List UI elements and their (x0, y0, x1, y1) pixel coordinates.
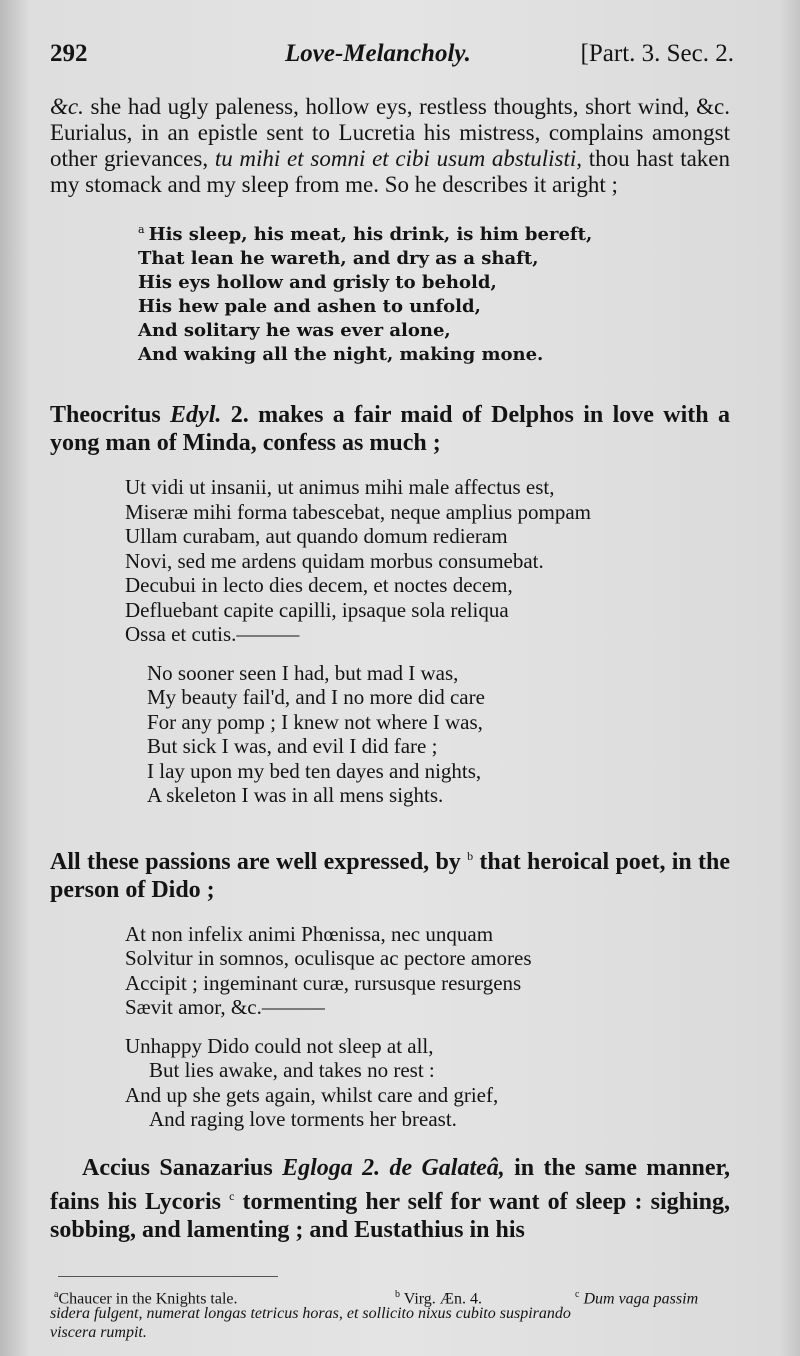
verse-line: At non infelix animi Phœnissa, nec unquam (125, 921, 494, 946)
running-header (50, 40, 734, 80)
verse-line: And raging love torments her breast. (149, 1107, 457, 1131)
latin-verse-virgil (125, 922, 730, 1020)
verse-line: For any pomp ; I knew not where I was, (147, 709, 483, 734)
verse-line: I lay upon my bed ten dayes and nights, (147, 758, 482, 783)
verse-line: Ut vidi ut insanii, ut animus mihi male affectus est, (125, 475, 555, 499)
verse-line: Ullam curabam, aut quando domum redieram (125, 524, 508, 548)
footnote-marker-a: a (138, 223, 145, 236)
verse-line: His hew pale and ashen to unfold, (138, 296, 481, 317)
verse-line: But lies awake, and takes no rest : (149, 1058, 435, 1082)
verse-line: A skeleton I was in all mens sights. (147, 783, 444, 807)
verse-line: My beauty fail'd, and I no more did care (147, 685, 485, 709)
page-number: 292 (50, 40, 88, 67)
verse-line: That lean he wareth, and dry as a shaft, (138, 248, 539, 269)
verse-line: Solvitur in somnos, oculisque ac pectore amores (125, 946, 532, 970)
footnote-b: $^b$ Virg. Æn. 4. (395, 1288, 483, 1307)
verse-line: Accipit ; ingeminant curæ, rursusque resurgens (125, 970, 522, 995)
verse-line: And solitary he was ever alone, (138, 320, 451, 341)
paragraph-eurialus (50, 94, 730, 198)
verse-line: But sick I was, and evil I did fare ; (147, 734, 438, 758)
footnote-divider (58, 1276, 278, 1277)
paragraph-text: thou hast taken my stomack and my sleep from me. So he describes it aright ; (50, 146, 730, 197)
english-verse-theocritus (147, 661, 730, 808)
verse-line: Decubui in lecto dies decem, et noctes decem, (125, 573, 513, 597)
verse-line: His eys hollow and grisly to behold, (138, 272, 497, 293)
paragraph-theocritus: Theocritus Edyl. 2. makes a fair maid of Delphos in love with a yong man of Minda, confess as much ; (50, 402, 730, 456)
paragraph-sanazarius: Accius Sanazarius Egloga 2. de Galateâ, in the same manner, fains his Lycoris $^c$ tormenting her self for want of sleep : sighing, sobbing, and lamenting ; and Eustathius in his (50, 1154, 730, 1243)
footnote-marker-b: b (467, 848, 474, 863)
verse-line: Sævit amor, &c.——— (125, 995, 325, 1019)
verse-line: And waking all the night, making mone. (138, 344, 544, 365)
chaucer-verse (138, 218, 730, 367)
footnotes (50, 1285, 730, 1342)
etc-lead: &c. (50, 94, 84, 119)
paragraph-text: she had ugly paleness, hollow eys, restless thoughts, short wind, &c. Eurialus, in an epistle sent to Lucretia his mistress, complains amongst other grievances, (50, 94, 730, 171)
english-verse-virgil (125, 1034, 730, 1132)
verse-line: $^a$ His sleep, his meat, his drink, is him bereft, (138, 223, 593, 245)
verse-line: Defluebant capite capilli, ipsaque sola reliqua (125, 597, 509, 622)
footnote-marker-c: c (229, 1188, 235, 1203)
running-title: Love-Melancholy. (285, 40, 471, 67)
footnote-a: $^a$Chaucer in the Knights tale. (54, 1288, 238, 1307)
footnote-c-continued: sidera fulgent, numerat longas tetricus horas, et sollicito nixus cubito suspirando (50, 1304, 571, 1322)
paragraph-dido: All these passions are well expressed, by $^b$ that heroical poet, in the person of Dido ; (50, 848, 731, 903)
footnote-c: $^c$ Dum vaga passim (575, 1288, 699, 1307)
verse-line: Unhappy Dido could not sleep at all, (125, 1033, 434, 1058)
verse-line: Miseræ mihi forma tabescebat, neque amplius pompam (125, 499, 591, 524)
section-reference: [Part. 3. Sec. 2. (580, 40, 734, 67)
footnote-row (50, 1285, 730, 1307)
work-title: Edyl. (170, 402, 222, 428)
verse-line: And up she gets again, whilst care and grief, (125, 1082, 499, 1107)
footnote-c-continued: viscera rumpit. (50, 1323, 147, 1341)
verse-line: Ossa et cutis.——— (125, 622, 300, 646)
latin-quote: tu mihi et somni et cibi usum abstulisti, (214, 146, 583, 171)
verse-line: No sooner seen I had, but mad I was, (147, 660, 459, 685)
latin-verse-theocritus (125, 475, 730, 647)
work-title: Egloga 2. de Galateâ, (282, 1154, 505, 1181)
verse-line: Novi, sed me ardens quidam morbus consumebat. (125, 548, 544, 573)
